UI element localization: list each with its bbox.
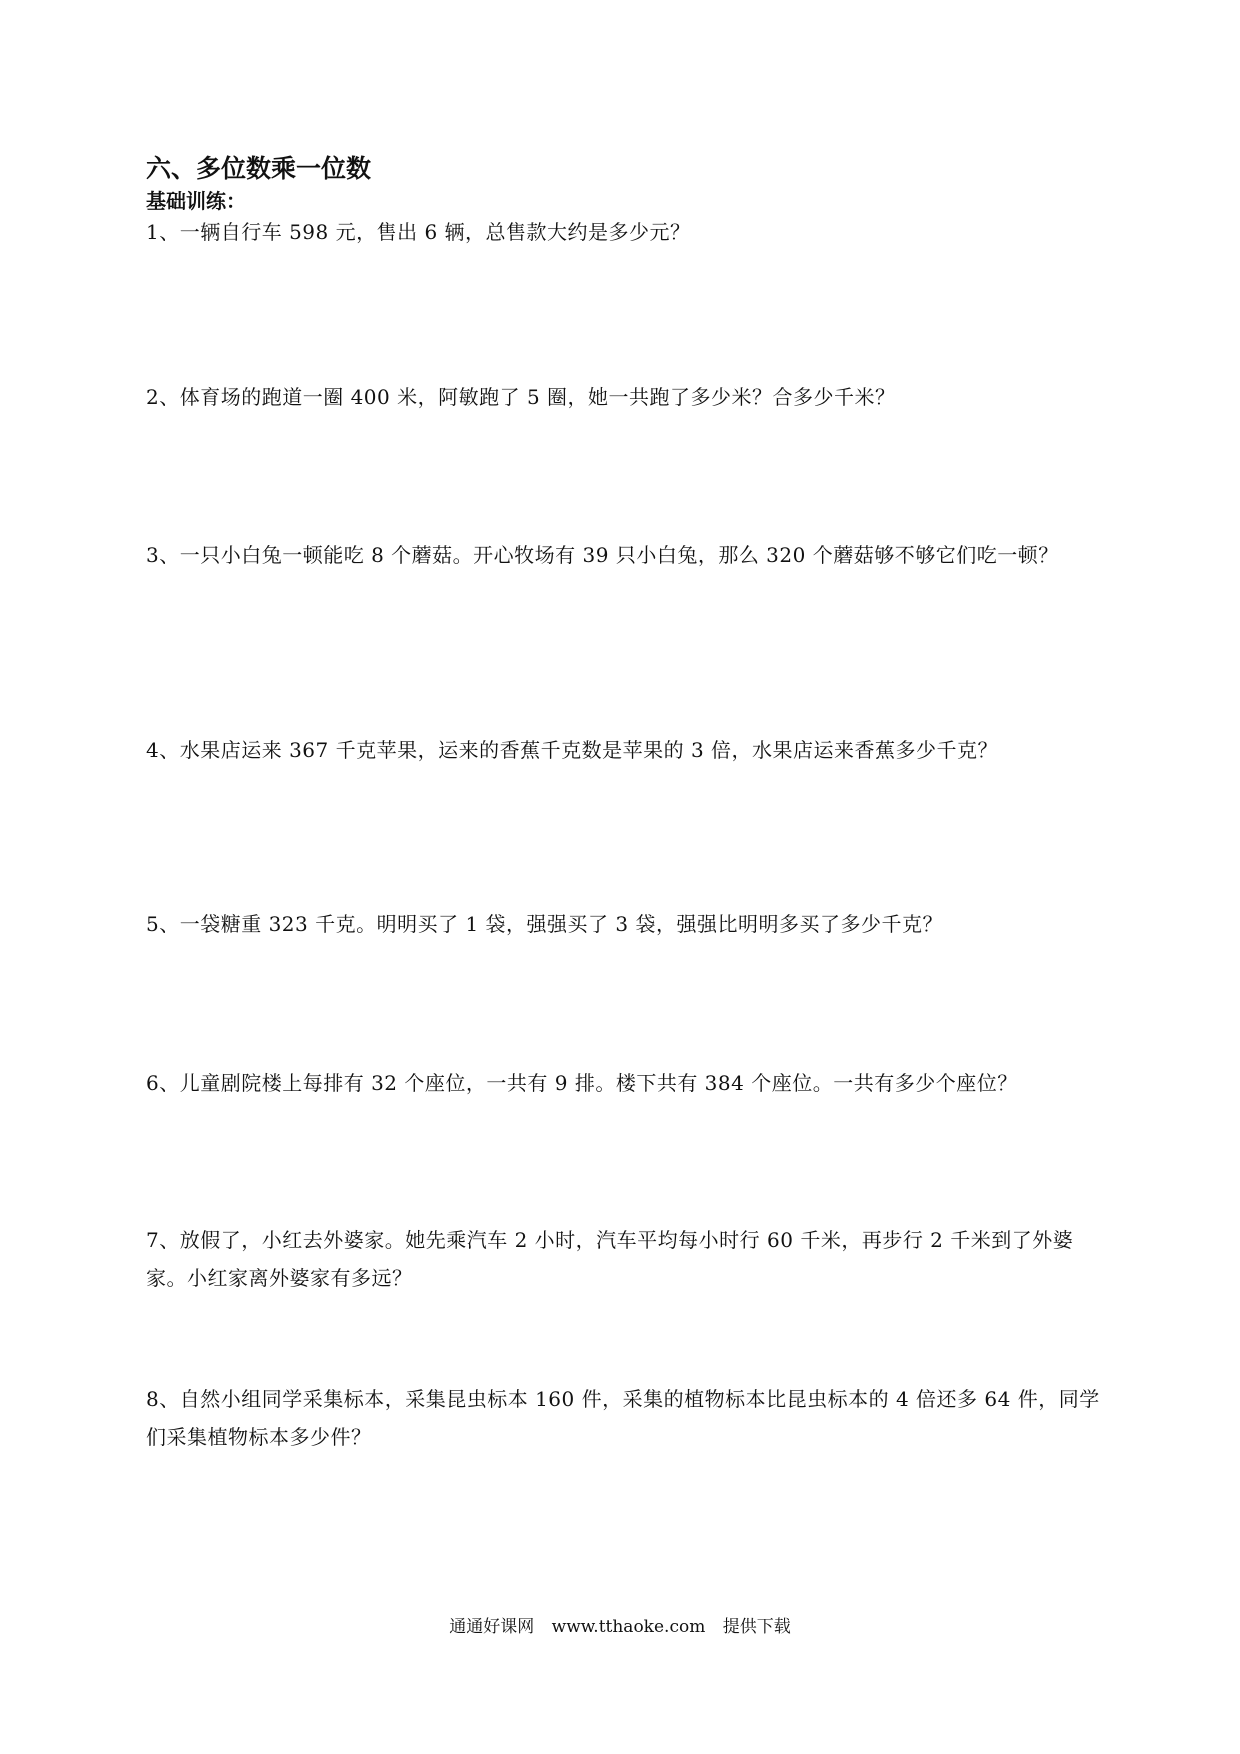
page-footer xyxy=(0,1615,1240,1639)
question-8: 8、自然小组同学采集标本，采集昆虫标本 160 件，采集的植物标本比昆虫标本的 4 倍还多 64 件，同学们采集植物标本多少件？ xyxy=(146,1387,1100,1449)
footer-url[interactable]: www.tthaoke.com xyxy=(551,1617,706,1637)
question-6: 6、儿童剧院楼上每排有 32 个座位，一共有 9 排。楼下共有 384 个座位。一共有多少个座位？ xyxy=(146,1071,1018,1095)
question-5: 5、一袋糖重 323 千克。明明买了 1 袋，强强买了 3 袋，强强比明明多买了多少千克？ xyxy=(146,912,943,936)
footer-suffix: 提供下载 xyxy=(722,1617,791,1637)
section-title: 六、多位数乘一位数 xyxy=(146,154,372,183)
footer-site-name: 通通好课网 xyxy=(449,1617,535,1637)
question-1: 1、一辆自行车 598 元，售出 6 辆，总售款大约是多少元？ xyxy=(146,220,691,244)
question-2: 2、体育场的跑道一圈 400 米，阿敏跑了 5 圈，她一共跑了多少米？合多少千米？ xyxy=(146,385,896,409)
question-7: 7、放假了，小红去外婆家。她先乘汽车 2 小时，汽车平均每小时行 60 千米，再步行 2 千米到了外婆家。小红家离外婆家有多远？ xyxy=(146,1228,1074,1290)
question-3: 3、一只小白兔一顿能吃 8 个蘑菇。开心牧场有 39 只小白兔，那么 320 个蘑菇够不够它们吃一顿？ xyxy=(146,543,1059,567)
section-subtitle: 基础训练： xyxy=(146,189,246,213)
question-4: 4、水果店运来 367 千克苹果，运来的香蕉千克数是苹果的 3 倍，水果店运来香蕉多少千克？ xyxy=(146,738,999,762)
